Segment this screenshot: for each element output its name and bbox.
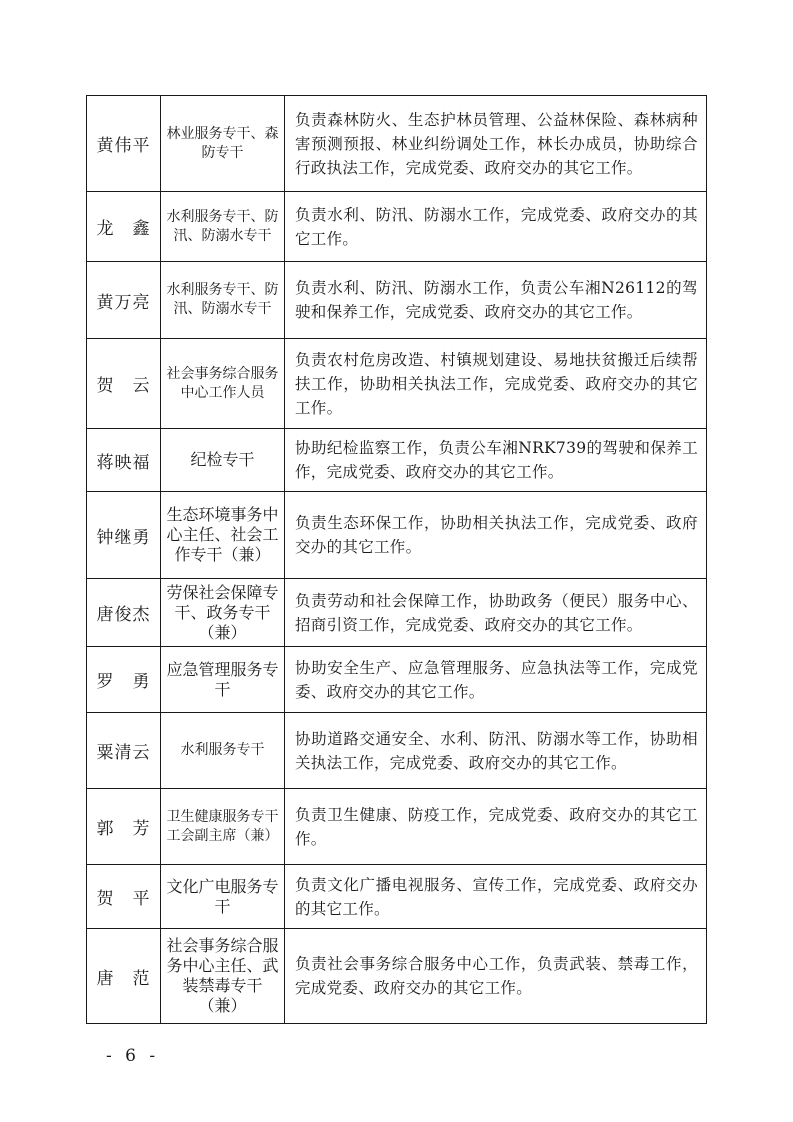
staff-duty: 协助道路交通安全、水利、防汛、防溺水等工作，协助相关执法工作，完成党委、政府交办的其它工作。 bbox=[285, 713, 707, 789]
staff-post: 水利服务专干、防汛、防溺水专干 bbox=[161, 192, 285, 262]
staff-duty: 负责水利、防汛、防溺水工作，完成党委、政府交办的其它工作。 bbox=[285, 192, 707, 262]
staff-duty: 协助安全生产、应急管理服务、应急执法等工作，完成党委、政府交办的其它工作。 bbox=[285, 647, 707, 713]
staff-name: 唐俊杰 bbox=[87, 579, 161, 647]
table-row bbox=[87, 789, 707, 865]
staff-name: 黄伟平 bbox=[87, 96, 161, 192]
staff-name: 钟继勇 bbox=[87, 492, 161, 579]
table-row bbox=[87, 339, 707, 429]
staff-name: 唐 范 bbox=[87, 929, 161, 1024]
table-row bbox=[87, 579, 707, 647]
staff-duty-table bbox=[86, 95, 707, 1024]
staff-post: 劳保社会保障专干、政务专干（兼） bbox=[161, 579, 285, 647]
staff-post: 文化广电服务专干 bbox=[161, 865, 285, 929]
staff-post: 水利服务专干、防汛、防溺水专干 bbox=[161, 262, 285, 339]
staff-post: 社会事务综合服务中心主任、武装禁毒专干（兼） bbox=[161, 929, 285, 1024]
staff-name: 贺 云 bbox=[87, 339, 161, 429]
staff-duty: 负责文化广播电视服务、宣传工作，完成党委、政府交办的其它工作。 bbox=[285, 865, 707, 929]
staff-post: 卫生健康服务专干工会副主席（兼） bbox=[161, 789, 285, 865]
staff-duty: 负责生态环保工作，协助相关执法工作，完成党委、政府交办的其它工作。 bbox=[285, 492, 707, 579]
staff-duty: 负责卫生健康、防疫工作，完成党委、政府交办的其它工作。 bbox=[285, 789, 707, 865]
staff-duty: 负责农村危房改造、村镇规划建设、易地扶贫搬迁后续帮扶工作，协助相关执法工作，完成党委、政府交办的其它工作。 bbox=[285, 339, 707, 429]
table-row bbox=[87, 429, 707, 492]
staff-duty: 负责水利、防汛、防溺水工作，负责公车湘N26112的驾驶和保养工作，完成党委、政府交办的其它工作。 bbox=[285, 262, 707, 339]
table-row bbox=[87, 713, 707, 789]
staff-duty: 负责社会事务综合服务中心工作，负责武装、禁毒工作，完成党委、政府交办的其它工作。 bbox=[285, 929, 707, 1024]
table-row bbox=[87, 865, 707, 929]
staff-post: 社会事务综合服务中心工作人员 bbox=[161, 339, 285, 429]
table-row bbox=[87, 96, 707, 192]
staff-duty: 负责劳动和社会保障工作，协助政务（便民）服务中心、招商引资工作，完成党委、政府交办的其它工作。 bbox=[285, 579, 707, 647]
staff-post: 水利服务专干 bbox=[161, 713, 285, 789]
staff-name: 贺 平 bbox=[87, 865, 161, 929]
staff-name: 罗 勇 bbox=[87, 647, 161, 713]
staff-post: 林业服务专干、森防专干 bbox=[161, 96, 285, 192]
staff-post: 应急管理服务专干 bbox=[161, 647, 285, 713]
table-row bbox=[87, 192, 707, 262]
staff-name: 黄万亮 bbox=[87, 262, 161, 339]
staff-duty: 负责森林防火、生态护林员管理、公益林保险、森林病种害预测预报、林业纠纷调处工作，林长办成员，协助综合行政执法工作，完成党委、政府交办的其它工作。 bbox=[285, 96, 707, 192]
staff-name: 蒋映福 bbox=[87, 429, 161, 492]
table-row bbox=[87, 492, 707, 579]
staff-name: 郭 芳 bbox=[87, 789, 161, 865]
staff-duty: 协助纪检监察工作，负责公车湘NRK739的驾驶和保养工作，完成党委、政府交办的其它工作。 bbox=[285, 429, 707, 492]
table-row bbox=[87, 647, 707, 713]
table-row bbox=[87, 929, 707, 1024]
staff-name: 粟清云 bbox=[87, 713, 161, 789]
staff-post: 生态环境事务中心主任、社会工作专干（兼） bbox=[161, 492, 285, 579]
staff-post: 纪检专干 bbox=[161, 429, 285, 492]
table-row bbox=[87, 262, 707, 339]
staff-name: 龙 鑫 bbox=[87, 192, 161, 262]
page-number: - 6 - bbox=[106, 1046, 160, 1066]
